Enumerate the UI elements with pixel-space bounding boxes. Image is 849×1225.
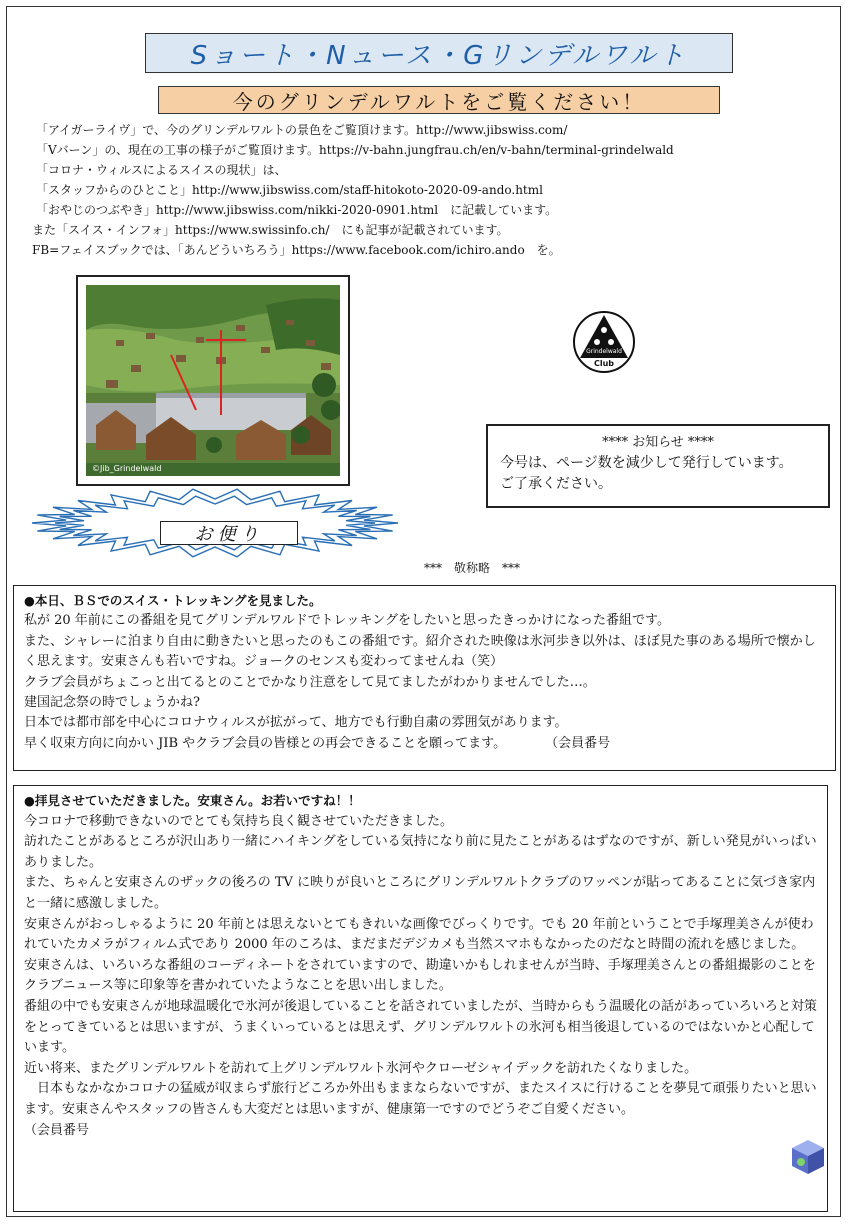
letter-line: 早く収束方向に向かい JIB やクラブ会員の皆様との再会できることを願ってます。 （会員番号 bbox=[24, 735, 611, 751]
grindelwald-photo bbox=[76, 275, 350, 486]
letter-line: 日本もなかなかコロナの猛威が収まらず旅行どころか外出もままならないですが、またスイスに行けることを夢見て頑張りたいと思います。安東さんやスタッフの皆さんも大変だとは思いますが、健康第一ですのでどうぞご自愛ください。 bbox=[24, 1081, 817, 1117]
letter-line: 近い将来、またグリンデルワルトを訪れて上グリンデルワルト氷河やクローゼシャイデックを訪れたくなりました。 bbox=[24, 1060, 698, 1076]
otayori-label: お便り bbox=[160, 521, 298, 545]
grindelwald-club-logo bbox=[571, 302, 637, 382]
intro-line: FB=フェイスブックでは、「あんどういちろう」https://www.facebook.com/ichiro.ando を。 bbox=[32, 243, 561, 257]
letter-line: クラブ会員がちょこっと出てるとのことでかなり注意をして見てましたがわかりませんでした…。 bbox=[24, 674, 596, 690]
letter-line: 今コロナで移動できないのでとても気持ち良く観させていただきました。 bbox=[24, 813, 454, 829]
logo-text-2: Club bbox=[593, 359, 615, 368]
letter-line: 安東さんがおっしゃるように 20 年前とは思えないとてもきれいな画像でびっくりです。でも 20 年前ということで手塚理美さんが使われていたカメラがフィルム式であり 2000 年のころは、まだまだデジカメも当然スマホもなかったのだなと時間の流れを感じました。 bbox=[24, 916, 814, 953]
intro-line: 「Vバーン」の、現在の工事の様子がご覧頂けます。https://v-bahn.jungfrau.ch/en/v-bahn/terminal-grindelwald bbox=[36, 143, 674, 157]
letter-2-title: ●拝見させていただきました。安東さん。お若いですね！！ bbox=[24, 793, 361, 808]
honorific-note: *** 敬称略 *** bbox=[424, 561, 521, 575]
newsletter-subtitle: 今のグリンデルワルトをご覧ください！ bbox=[158, 86, 720, 114]
intro-links bbox=[32, 120, 826, 260]
letter-1-title: ●本日、ＢＳでのスイス・トレッキングを見ました。 bbox=[24, 593, 322, 608]
letter-1 bbox=[13, 585, 836, 771]
intro-line: また「スイス・インフォ」https://www.swissinfo.ch/ にも記事が記載されています。 bbox=[32, 223, 509, 237]
letter-2 bbox=[13, 785, 828, 1212]
notice-box bbox=[486, 424, 830, 508]
newsletter-title: Sョート・Nュース・Gリンデルワルト bbox=[145, 33, 733, 73]
letter-line: 番組の中でも安東さんが地球温暖化で氷河が後退していることを話されていましたが、当時からもう温暖化の話があっていろいろと対策をとってきているとは思いますが、うまくいっているとは思えず、グリンデルワルトの氷河も相当後退しているのではないかと心配しています。 bbox=[24, 998, 817, 1056]
photo-watermark: ©Jib_Grindelwald bbox=[92, 464, 162, 473]
village-landscape-image bbox=[86, 285, 340, 476]
intro-line: 「おやじのつぶやき」http://www.jibswiss.com/nikki-2020-0901.html に記載しています。 bbox=[36, 203, 558, 217]
logo-text-1: Grindelwald bbox=[586, 348, 622, 355]
letter-line: （会員番号 bbox=[24, 1122, 90, 1138]
notice-line: ご了承ください。 bbox=[500, 476, 612, 492]
letter-line: 訪れたことがあるところが沢山あり一緒にハイキングをしている気持になり前に見たことがあるはずなのですが、新しい発見がいっぱいありました。 bbox=[24, 834, 817, 870]
letter-line: 建国記念祭の時でしょうかね? bbox=[24, 695, 200, 711]
notice-title: **** お知らせ **** bbox=[602, 435, 714, 450]
letter-line: また、シャレーに泊まり自由に動きたいと思ったのもこの番組です。紹介された映像は氷河歩き以外は、ほぼ見た事のある場所で懐かしく思えます。安東さんも若いですね。ジョークのセンスも変わってませんね（笑） bbox=[24, 633, 816, 670]
cube-icon bbox=[790, 1138, 826, 1176]
letter-line: また、ちゃんと安東さんのザックの後ろの TV に映りが良いところにグリンデルワルトクラブのワッペンが貼ってあることに気づき家内と一緒に感激しました。 bbox=[24, 875, 816, 911]
letter-line: 私が 20 年前にこの番組を見てグリンデルワルドでトレッキングをしたいと思ったきっかけになった番組です。 bbox=[24, 613, 670, 629]
letter-line: 日本では都市部を中心にコロナウィルスが拡がって、地方でも行動自粛の雰囲気があります。 bbox=[24, 715, 568, 731]
intro-line: 「スタッフからのひとこと」http://www.jibswiss.com/staff-hitokoto-2020-09-ando.html bbox=[36, 183, 543, 197]
intro-line: 「コロナ・ウィルスによるスイスの現状」は、 bbox=[36, 163, 287, 177]
notice-line: 今号は、ページ数を減少して発行しています。 bbox=[500, 455, 793, 471]
intro-line: 「アイガーライヴ」で、今のグリンデルワルトの景色をご覧頂けます。http://www.jibswiss.com/ bbox=[36, 123, 568, 137]
letter-line: 安東さんは、いろいろな番組のコーディネートをされていますので、勘違いかもしれませんが当時、手塚理美さんとの番組撮影のことをクラブニュース等に印象等を書かれていたようなことを思い出しました。 bbox=[24, 957, 816, 994]
